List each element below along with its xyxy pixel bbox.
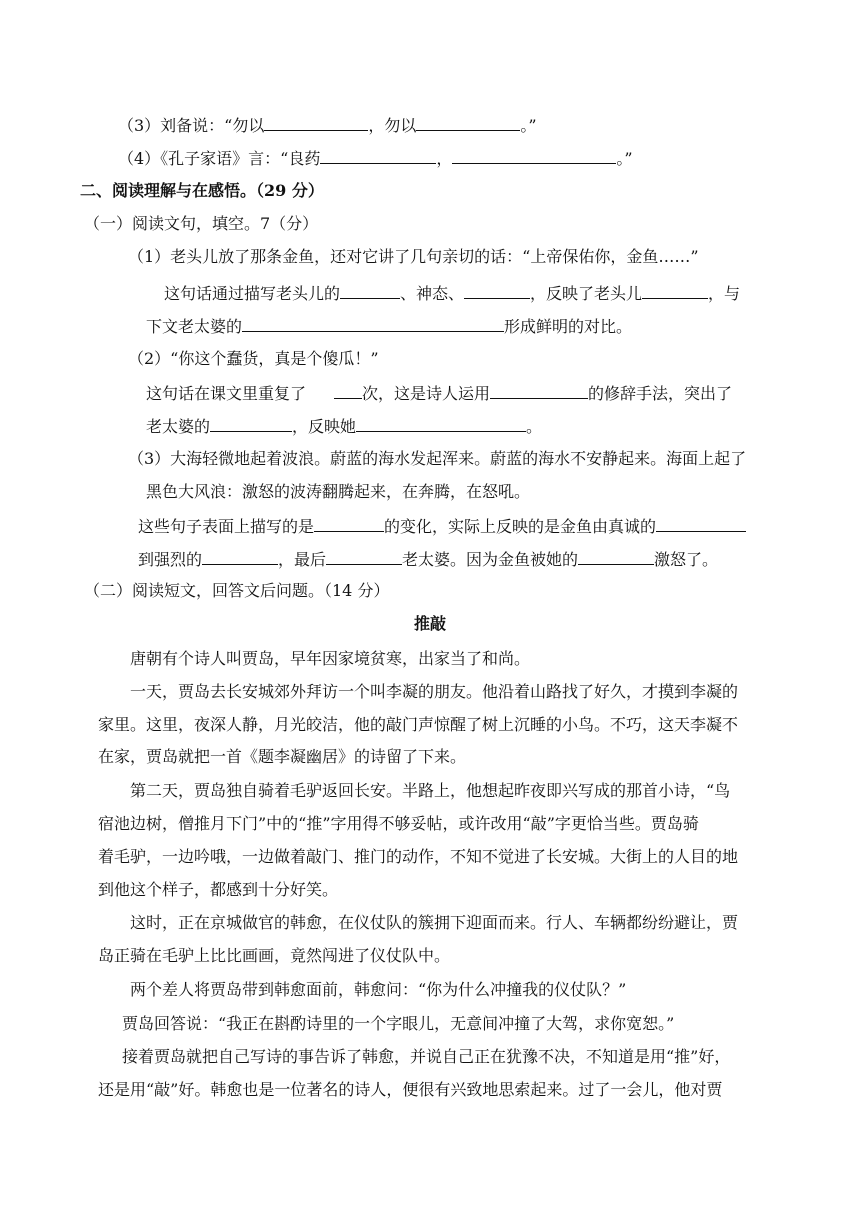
blank[interactable] <box>210 414 292 432</box>
story-line: 在家，贾岛就把一首《题李凝幽居》的诗留了下来。 <box>98 747 467 766</box>
story-line: 着毛驴，一边吟哦，一边做着敲门、推门的动作，不知不觉进了长安城。大街上的人目的地 <box>98 847 739 866</box>
item-1-text: ，与 <box>708 284 741 303</box>
blank[interactable] <box>320 146 436 164</box>
blank[interactable] <box>578 547 654 565</box>
item-1-quote: （1）老头儿放了那条金鱼，还对它讲了几句亲切的话：“上帝保佑你，金鱼……” <box>128 247 699 266</box>
item-3-quote-line-2: 黑色大风浪：激怒的波涛翻腾起来，在奔腾，在怒吼。 <box>146 482 531 501</box>
quote-item-4 <box>118 146 633 170</box>
blank[interactable] <box>314 514 384 532</box>
part-2-title: （二）阅读短文，回答文后问题。（14 分） <box>84 581 390 600</box>
story-line: 家里。这里，夜深人静，月光皎洁，他的敲门声惊醒了树上沉睡的小鸟。不巧，这天李凝不 <box>98 715 739 734</box>
story-line: 一天，贾岛去长安城郊外拜访一个叫李凝的朋友。他沿着山路找了好久，才摸到李凝的 <box>130 682 739 701</box>
item-2-text: ，反映她 <box>292 417 357 436</box>
item-2-text: 次，这是诗人运用 <box>362 384 491 403</box>
item-3-text: 到强烈的 <box>138 550 203 569</box>
item-3-line-1 <box>138 514 746 538</box>
item-1-line-2 <box>146 314 632 338</box>
story-line: 到他这个样子，都感到十分好笑。 <box>98 880 339 899</box>
blank[interactable] <box>264 113 368 131</box>
item-1-text: 这句话通过描写老头儿的 <box>164 284 341 303</box>
item-3-text: 激怒了。 <box>654 550 719 569</box>
story-line: 还是用“敲”好。韩愈也是一位著名的诗人，便很有兴致地思索起来。过了一会儿，他对贾 <box>98 1080 723 1099</box>
item-2-text: 的修辞手法，突出了 <box>588 384 733 403</box>
item-2-text: 。 <box>526 417 543 436</box>
item-1-text: ，反映了老头儿 <box>530 284 643 303</box>
quote-3-text-c: 。” <box>520 116 537 135</box>
story-title: 推敲 <box>413 614 446 633</box>
story-line: 第二天，贾岛独自骑着毛驴返回长安。半路上，他想起昨夜即兴写成的那首小诗，“鸟 <box>130 781 731 800</box>
story-line: 两个差人将贾岛带到韩愈面前，韩愈问：“你为什么冲撞我的仪仗队？” <box>130 980 627 999</box>
item-2-text: 老太婆的 <box>146 417 211 436</box>
blank[interactable] <box>642 281 708 299</box>
story-line: 接着贾岛就把自己写诗的事告诉了韩愈，并说自己正在犹豫不决，不知道是用“推”好， <box>122 1047 731 1066</box>
blank[interactable] <box>334 381 362 399</box>
blank[interactable] <box>356 414 526 432</box>
item-2-line-1 <box>146 381 732 405</box>
blank[interactable] <box>656 514 746 532</box>
story-line: 宿池边树，僧推月下门”中的“推”字用得不够妥帖，或许改用“敲”字更恰当些。贾岛骑 <box>98 814 699 833</box>
item-2-line-2 <box>146 414 542 438</box>
blank[interactable] <box>242 314 504 332</box>
story-line: 唐朝有个诗人叫贾岛，早年因家境贫寒，出家当了和尚。 <box>130 649 531 668</box>
item-3-text: 老太婆。因为金鱼被她的 <box>402 550 579 569</box>
item-3-line-2 <box>138 547 718 571</box>
item-1-line-1 <box>164 281 740 305</box>
quote-item-3 <box>118 113 537 137</box>
item-3-text: 的变化，实际上反映的是金鱼由真诚的 <box>384 517 657 536</box>
blank[interactable] <box>340 281 400 299</box>
item-2-text: 这句话在课文里重复了 <box>146 384 307 403</box>
part-1-title: （一）阅读文句，填空。7（分） <box>84 214 319 233</box>
item-2-quote: （2）“你这个蠢货，真是个傻瓜！” <box>128 349 379 368</box>
blank[interactable] <box>490 381 588 399</box>
blank[interactable] <box>464 281 530 299</box>
blank[interactable] <box>416 113 520 131</box>
story-line: 这时，正在京城做官的韩愈，在仪仗队的簇拥下迎面而来。行人、车辆都纷纷避让，贾 <box>130 913 739 932</box>
story-line: 贾岛回答说：“我正在斟酌诗里的一个字眼儿，无意间冲撞了大驾，求你宽恕。” <box>122 1014 675 1033</box>
section-2-title: 二、阅读理解与在感悟。（29 分） <box>80 181 324 200</box>
blank[interactable] <box>326 547 402 565</box>
quote-3-text-b: ，勿以 <box>368 116 417 135</box>
quote-4-text-b: ， <box>436 149 453 168</box>
item-3-text: 这些句子表面上描写的是 <box>138 517 315 536</box>
blank[interactable] <box>452 146 616 164</box>
item-1-text: 下文老太婆的 <box>146 317 243 336</box>
item-1-text: 、神态、 <box>400 284 465 303</box>
blank[interactable] <box>202 547 278 565</box>
item-3-quote-line-1: （3）大海轻微地起着波浪。蔚蓝的海水发起浑来。蔚蓝的海水不安静起来。海面上起了 <box>128 449 747 468</box>
story-line: 岛正骑在毛驴上比比画画，竟然闯进了仪仗队中。 <box>98 946 451 965</box>
quote-4-text-a: （4）《孔子家语》言：“良药 <box>118 149 321 168</box>
quote-3-text-a: （3）刘备说：“勿以 <box>118 116 265 135</box>
item-1-text: 形成鲜明的对比。 <box>504 317 633 336</box>
quote-4-text-c: 。” <box>616 149 633 168</box>
item-3-text: ，最后 <box>278 550 327 569</box>
